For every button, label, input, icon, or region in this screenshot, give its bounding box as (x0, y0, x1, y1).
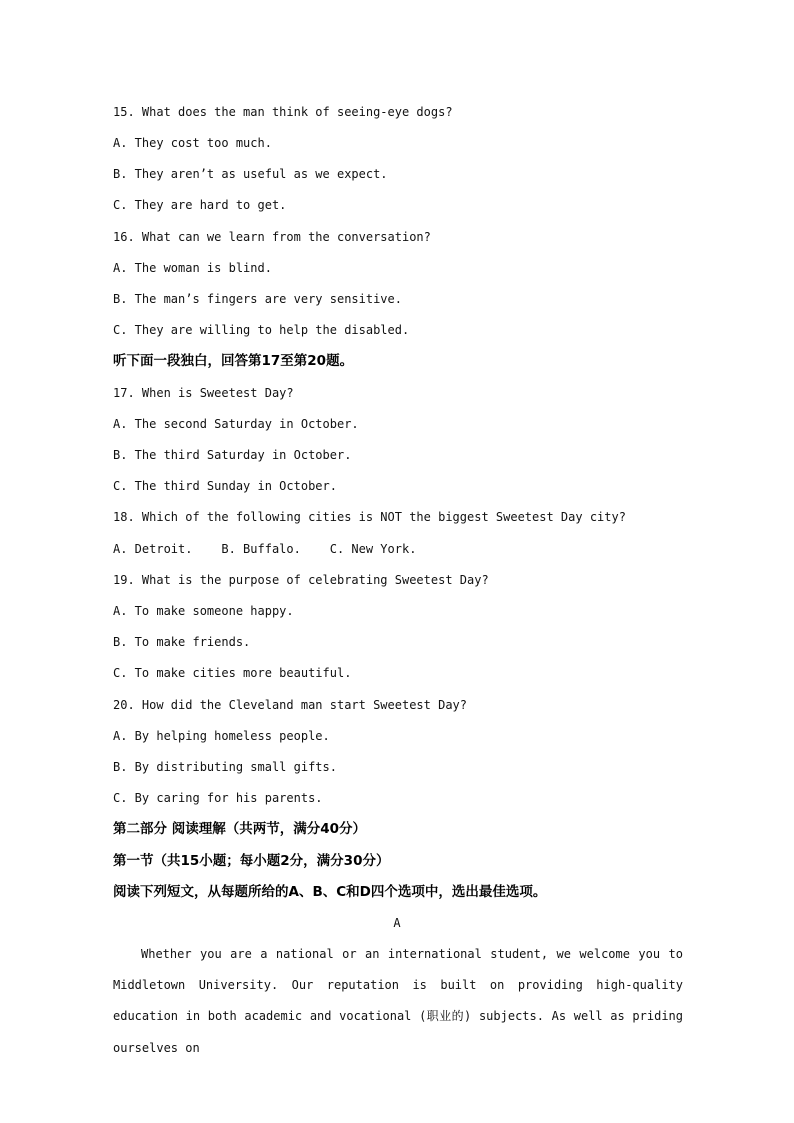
option-16a: A. The woman is blind. (113, 261, 272, 275)
passage-a-text (113, 939, 683, 1064)
monologue-instruction: 听下面一段独白，回答第17至第20题。 (113, 353, 354, 369)
question-19: 19. What is the purpose of celebrating Sweetest Day? (113, 573, 489, 587)
option-17c: C. The third Sunday in October. (113, 479, 337, 493)
part-two-heading: 第二部分 阅读理解（共两节，满分40分） (113, 821, 366, 837)
passage-a-body: Whether you are a national or an international student, we welcome you to Middletown University. Our reputation is built on providing high-quality education in both academic and vocational (职业的) subjects. As well as priding ourselves on (113, 947, 683, 1055)
option-19b: B. To make friends. (113, 635, 251, 649)
option-15a: A. They cost too much. (113, 136, 272, 150)
question-18: 18. Which of the following cities is NOT the biggest Sweetest Day city? (113, 510, 626, 524)
option-20c: C. By caring for his parents. (113, 791, 323, 805)
question-15: 15. What does the man think of seeing-eye dogs? (113, 105, 453, 119)
option-16c: C. They are willing to help the disabled. (113, 323, 410, 337)
option-20a: A. By helping homeless people. (113, 729, 330, 743)
reading-instruction: 阅读下列短文，从每题所给的A、B、C和D四个选项中，选出最佳选项。 (113, 884, 547, 900)
option-17b: B. The third Saturday in October. (113, 448, 352, 462)
passage-label: A (393, 916, 401, 930)
section-one-heading: 第一节（共15小题；每小题2分，满分30分） (113, 853, 390, 869)
options-18: A. Detroit. B. Buffalo. C. New York. (113, 542, 417, 556)
option-19c: C. To make cities more beautiful. (113, 666, 352, 680)
question-20: 20. How did the Cleveland man start Sweetest Day? (113, 698, 468, 712)
question-16: 16. What can we learn from the conversation? (113, 230, 431, 244)
option-17a: A. The second Saturday in October. (113, 417, 359, 431)
option-19a: A. To make someone happy. (113, 604, 294, 618)
option-15b: B. They aren’t as useful as we expect. (113, 167, 388, 181)
option-16b: B. The man’s fingers are very sensitive. (113, 292, 402, 306)
option-20b: B. By distributing small gifts. (113, 760, 337, 774)
option-15c: C. They are hard to get. (113, 198, 287, 212)
question-17: 17. When is Sweetest Day? (113, 386, 294, 400)
